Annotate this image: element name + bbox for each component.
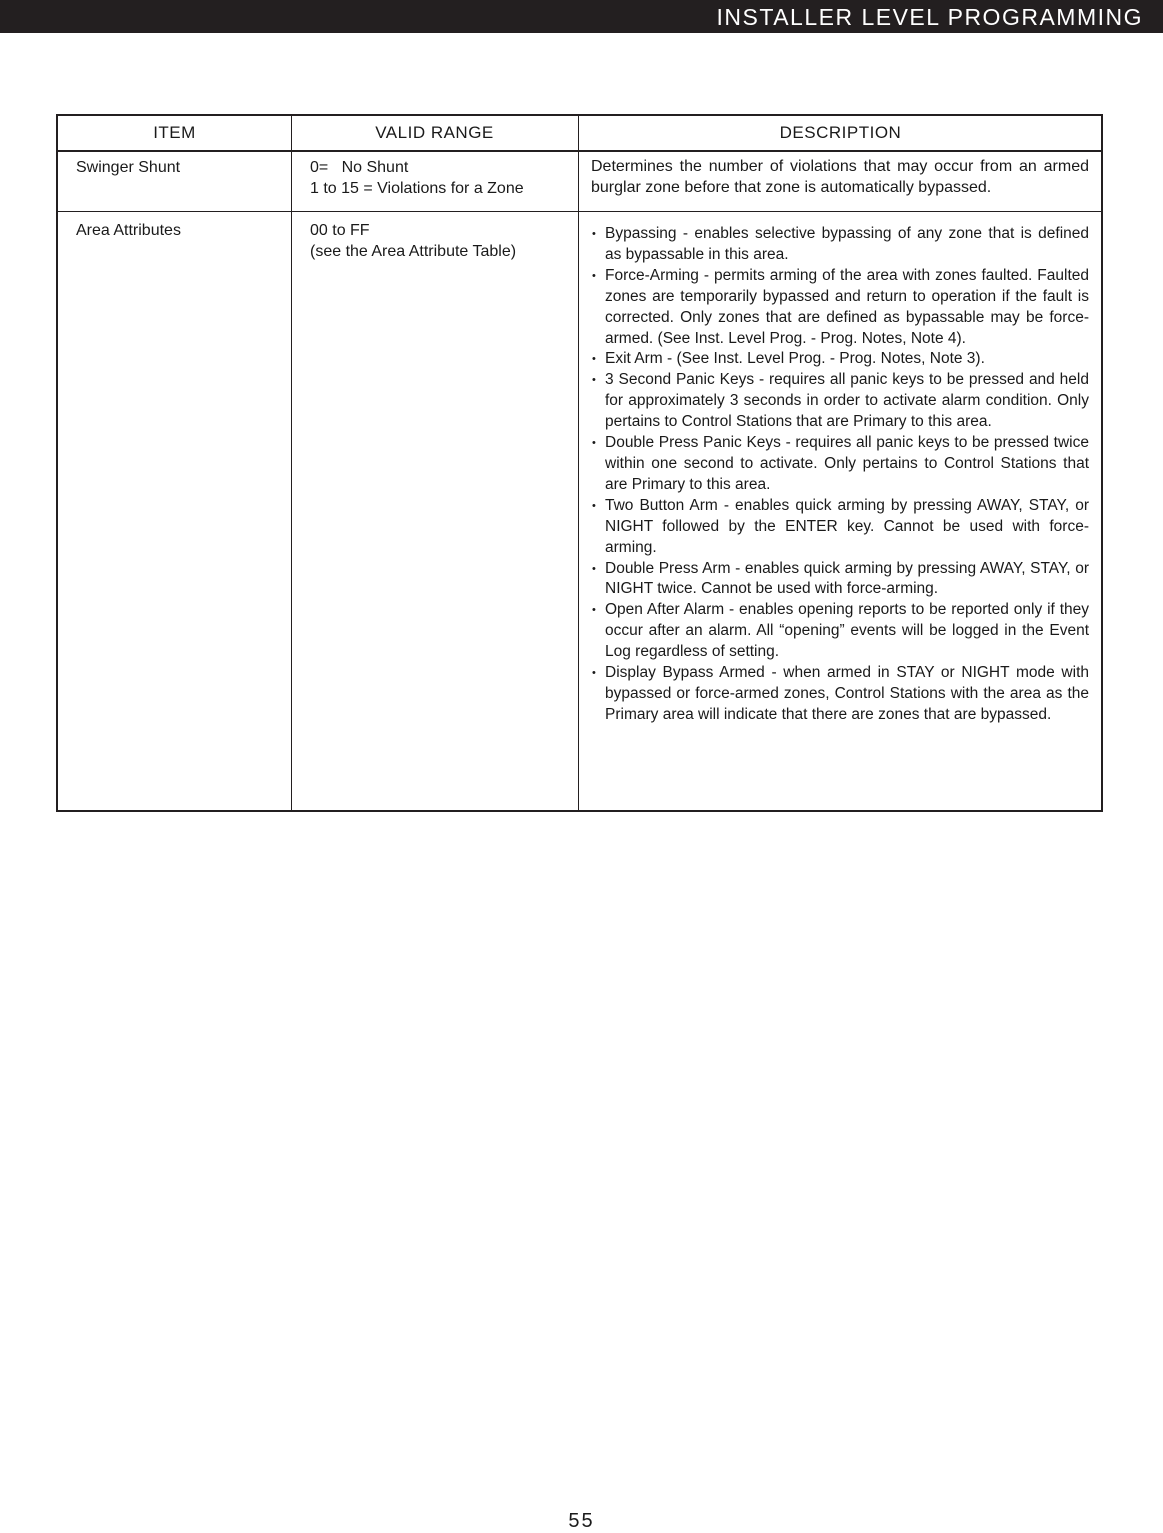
header-divider [58,150,1101,152]
row2-description [592,224,1089,726]
row1-item: Swinger Shunt [76,159,181,176]
row-divider [58,211,1101,212]
list-item: • Bypassing - enables selective bypassing of any zone that is defined as bypassable in this area. [592,224,1089,266]
programming-table [56,114,1103,812]
column-header-valid-range: VALID RANGE [375,123,494,142]
row2-range-line1: 00 to FF [310,222,370,239]
list-item: • Exit Arm - (See Inst. Level Prog. - Prog. Notes, Note 3). [592,349,1089,370]
list-item: • Two Button Arm - enables quick arming by pressing AWAY, STAY, or NIGHT followed by the ENTER key. Cannot be used with force-arming. [592,496,1089,559]
page-header-title: INSTALLER LEVEL PROGRAMMING [716,4,1143,30]
row1-range-line2: 1 to 15 = Violations for a Zone [310,180,524,197]
list-item: • Open After Alarm - enables opening reports to be reported only if they occur after an alarm. All “opening” events will be logged in the Event Log regardless of setting. [592,600,1089,663]
attribute-list [592,224,1089,726]
list-item: • 3 Second Panic Keys - requires all panic keys to be pressed and held for approximately 3 seconds in order to activate alarm condition. Only pertains to Control Stations that are Primary to this area. [592,370,1089,433]
column-header-description: DESCRIPTION [779,123,902,142]
row2-item: Area Attributes [76,222,181,239]
column-divider [291,116,292,810]
list-item: • Force-Arming - permits arming of the area with zones faulted. Faulted zones are temporarily bypassed and return to operation if the fault is corrected. Only zones that are defined as bypassable may be force-armed. (See Inst. Level Prog. - Prog. Notes, Note 4). [592,266,1089,350]
row1-description: Determines the number of violations that may occur from an armed burglar zone before that zone is automatically bypassed. [591,158,1089,196]
list-item: • Display Bypass Armed - when armed in STAY or NIGHT mode with bypassed or force-armed zones, Control Stations with the area as the Primary area will indicate that there are zones that are bypassed. [592,663,1089,726]
row1-range-line1: 0= No Shunt [310,159,409,176]
column-header-item: ITEM [153,123,196,142]
row2-range-line2: (see the Area Attribute Table) [310,243,517,260]
list-item: • Double Press Arm - enables quick arming by pressing AWAY, STAY, or NIGHT twice. Cannot be used with force-arming. [592,559,1089,601]
page-number: 55 [568,1510,595,1532]
header-bar [0,0,1163,33]
column-divider [578,116,579,810]
list-item: • Double Press Panic Keys - requires all panic keys to be pressed twice within one second to activate. Only pertains to Control Stations that are Primary to this area. [592,433,1089,496]
